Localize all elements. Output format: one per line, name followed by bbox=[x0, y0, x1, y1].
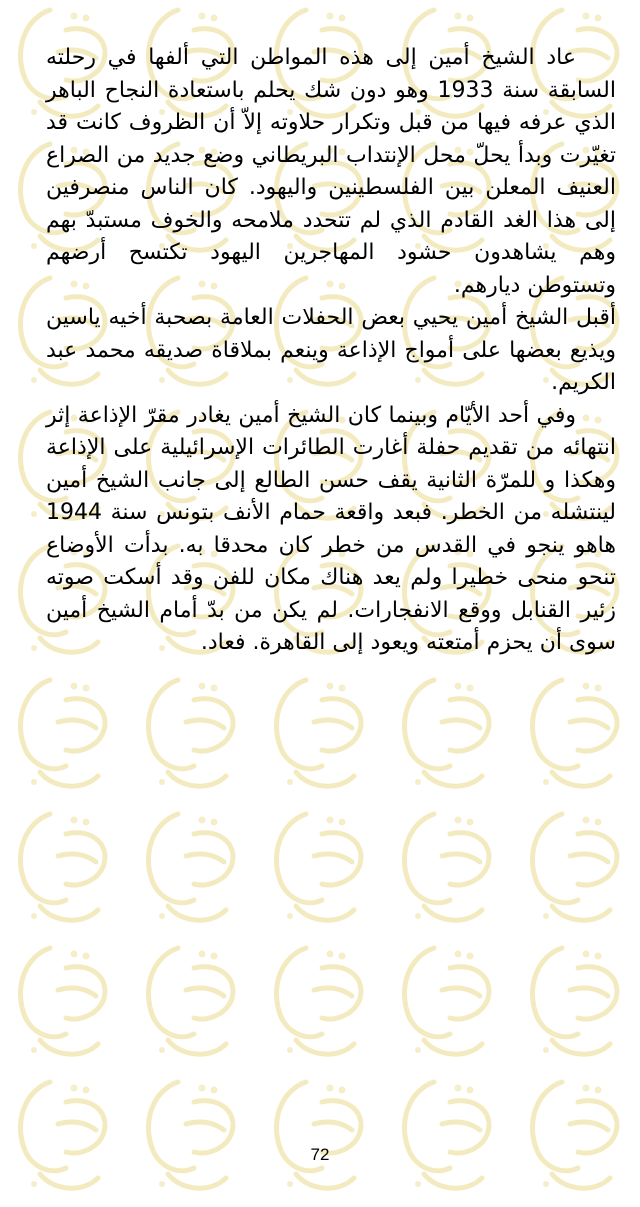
page-number: 72 bbox=[310, 1145, 330, 1164]
paragraph-2: أقبل الشيخ أمين يحيي بعض الحفلات العامة بصحبة أخيه ياسين ويذيع بعضها على أمواج الإذاعة وينعم بملاقاة صديقه محمد عبد الكريم. bbox=[46, 305, 616, 395]
body-text bbox=[46, 42, 616, 660]
paragraph-1: عاد الشيخ أمين إلى هذه المواطن التي ألفها في رحلته السابقة سنة 1933 وهو دون شك يحلم باستعادة النجاح الباهر الذي عرفه فيها من قبل وتكرار حلاوته إلاّ أن الظروف كانت قد تغيّرت وبدأ يحلّ محل الإنتداب البريطاني وضع جديد من الصراع العنيف المعلن بين الفلسطينين واليهود. كان الناس منصرفين إلى هذا الغد القادم الذي لم تتحدد ملامحه والخوف مستبدّ بهم وهم يشاهدون حشود المهاجرين اليهود تكتسح أرضهم وتستوطن ديارهم. bbox=[46, 45, 616, 298]
paragraph-3: وفي أحد الأيّام وبينما كان الشيخ أمين يغادر مقرّ الإذاعة إثر انتهائه من تقديم حفلة أغارت الطائرات الإسرائيلية على الإذاعة وهكذا و للمرّة الثانية يقف حسن الطالع إلى جانب الشيخ أمين لينتشله من الخطر. فبعد واقعة حمام الأنف بتونس سنة 1944 هاهو ينجو في القدس من خطر كان محدقا به. بدأت الأوضاع تنحو منحى خطيرا ولم يعد هناك مكان للفن وقد أسكت صوته زئير القنابل ووقع الانفجارات. لم يكن من بدّ أمام الشيخ أمين سوى أن يحزم أمتعته ويعود إلى القاهرة. فعاد. bbox=[46, 402, 616, 655]
